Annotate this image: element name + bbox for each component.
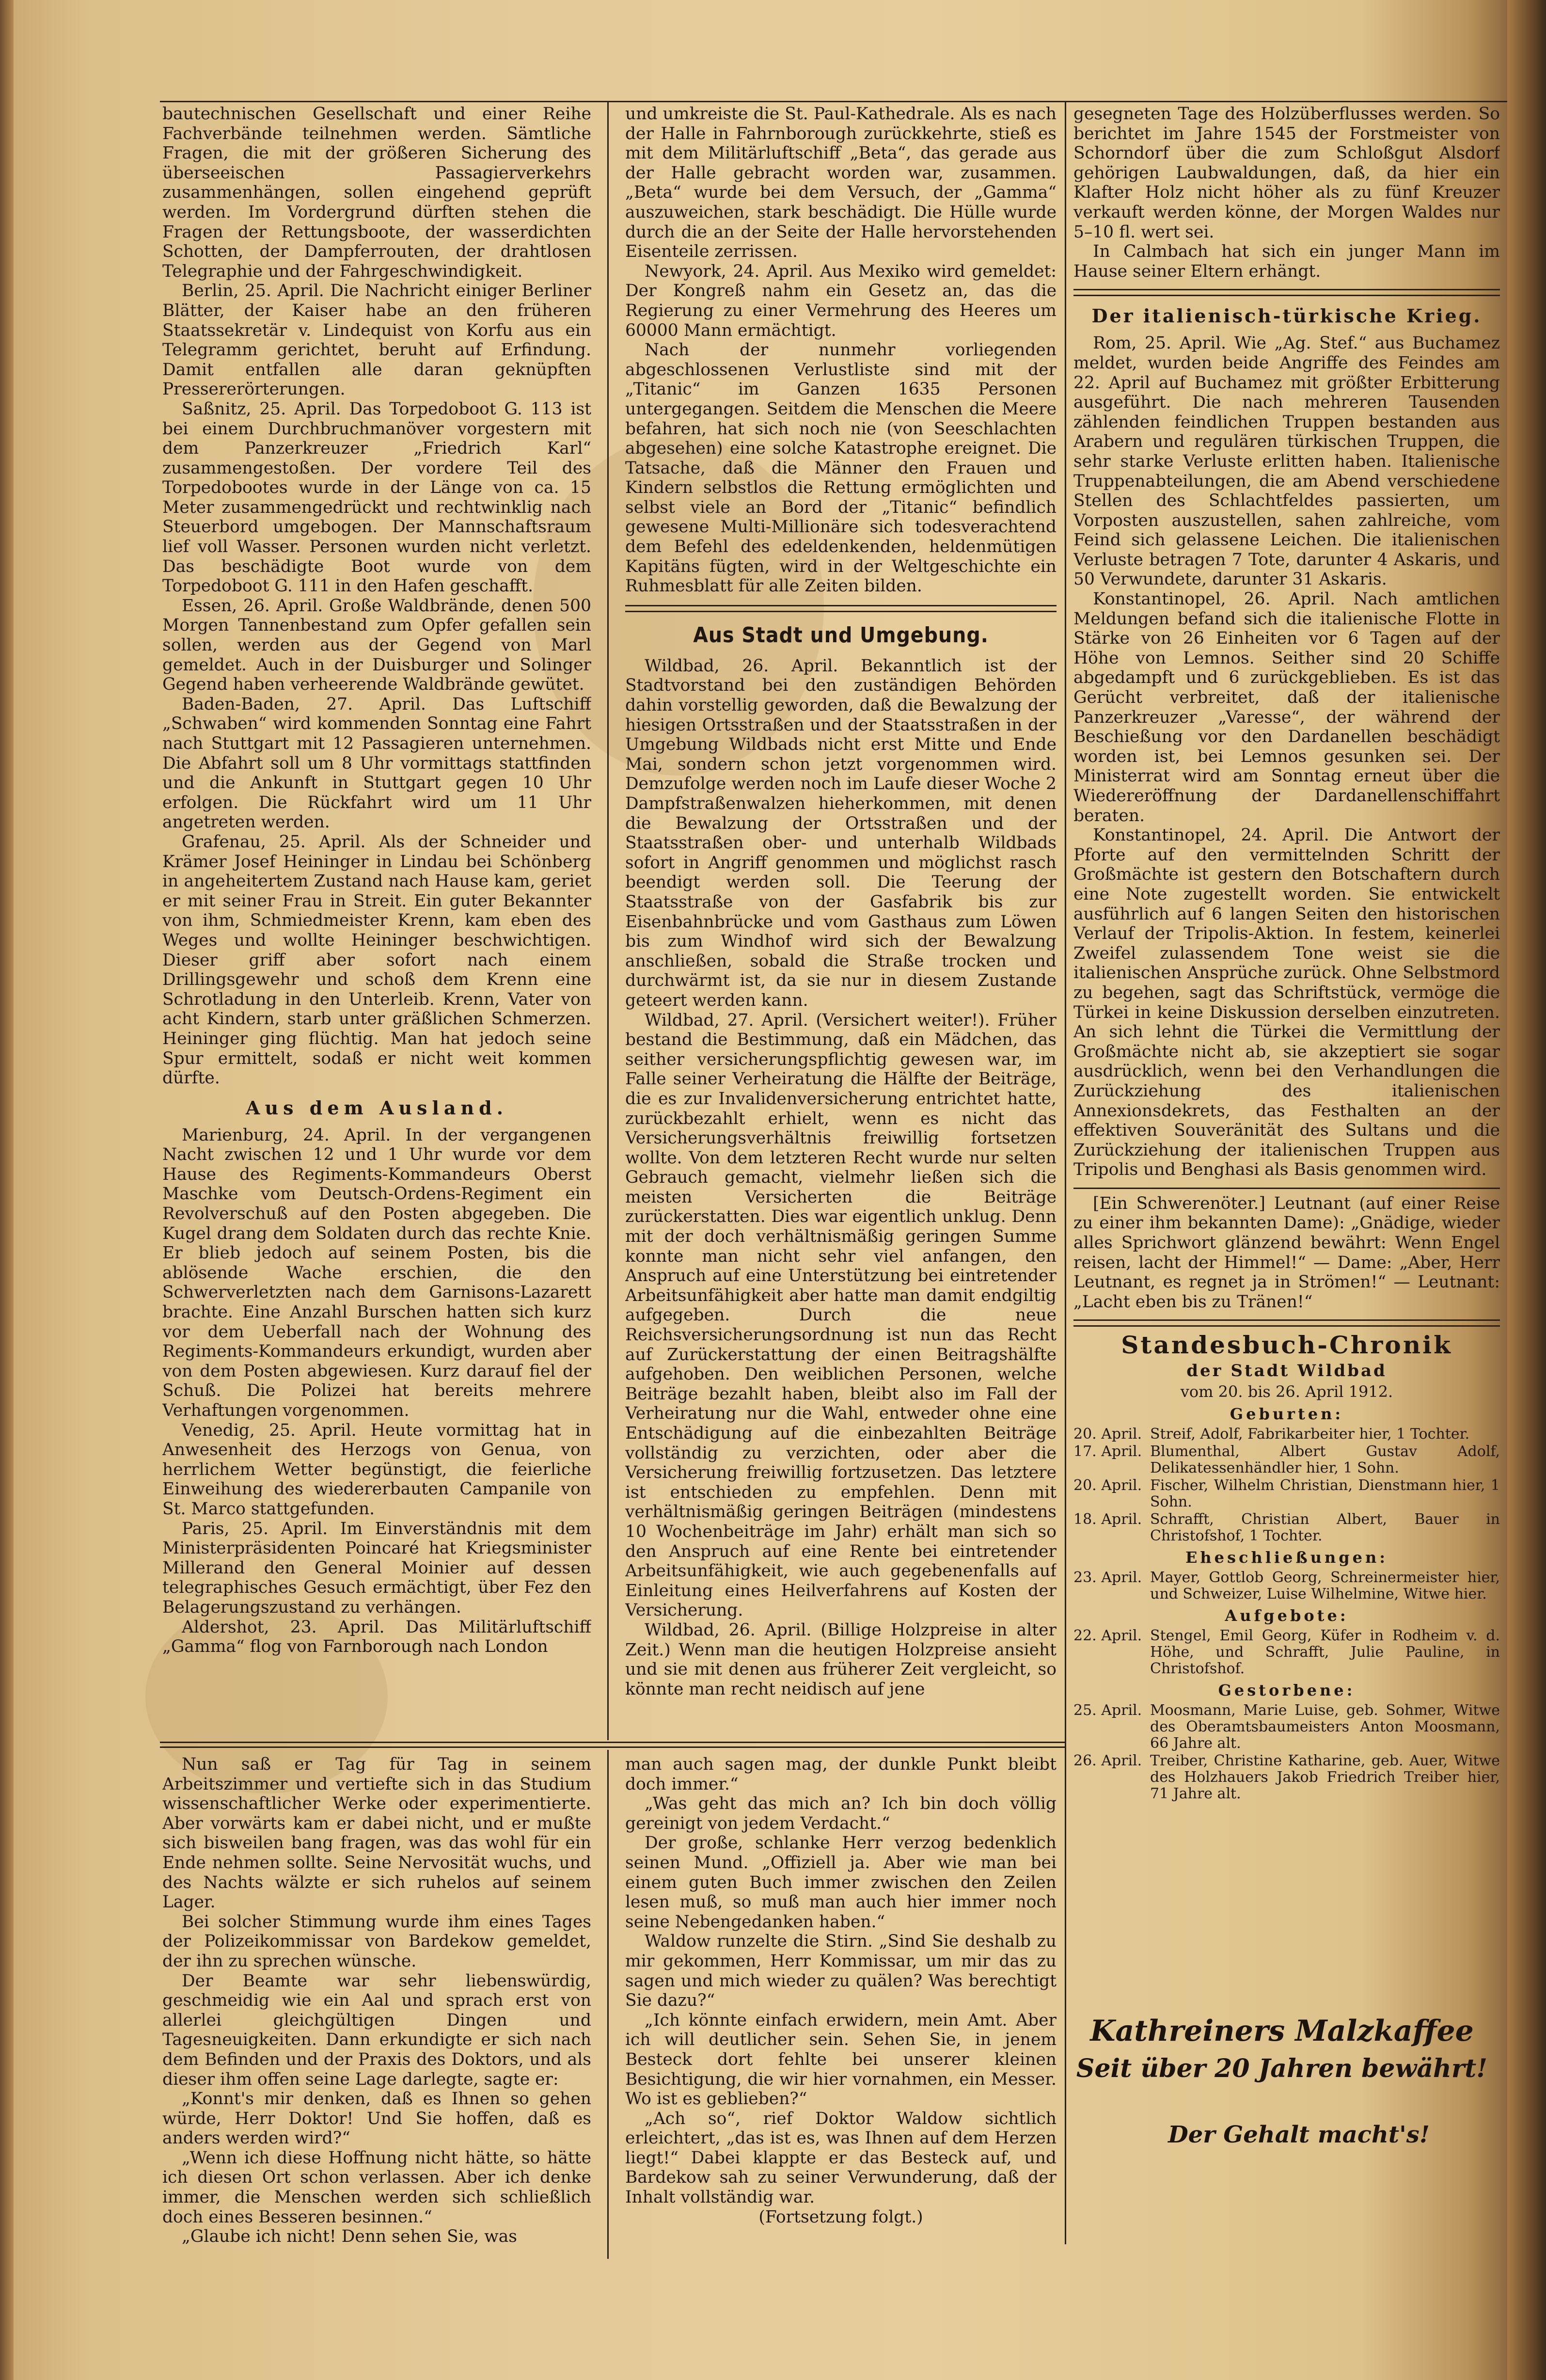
story-paragraph: man auch sagen mag, der dunkle Punkt bleibt doch immer.“ <box>625 1755 1057 1794</box>
story-paragraph: Der große, schlanke Herr verzog bedenklich seinen Mund. „Offiziell ja. Aber wie man bei einem guten Buch immer zwischen den Zeilen lesen muß, so muß man auch hier immer noch seine Nebengedanken haben.“ <box>625 1833 1057 1932</box>
chronik-entry <box>1073 1753 1500 1802</box>
feuilleton-rule <box>160 1742 1065 1743</box>
ad-handwriting-image <box>1071 2012 1493 2172</box>
story-paragraph: Bei solcher Stimmung wurde ihm eines Tages der Polizeikommissar von Bardekow gemeldet, der ihn zu sprechen wünsche. <box>162 1912 591 1971</box>
story-paragraph: „Glaube ich nicht! Denn sehen Sie, was <box>182 2227 518 2247</box>
article-paragraph: Wildbad, 26. April. Bekanntlich ist der Stadtvorstand bei den zuständigen Behörden dahin vorstellig geworden, daß die Bewalzung der hiesigen Ortsstraßen und der Staatsstraßen in der Umgebung Wildbads nicht erst Mitte und Ende Mai, sondern schon jetzt vorgenommen wird. Demzufolge werden noch im Laufe dieser Woche 2 Dampfstraßenwalzen hieherkommen, mit denen die Bewalzung der Ortsstraßen und der Staatsstraßen ober- und unterhalb Wildbads sofort in Angriff genommen und möglichst rasch beendigt werden soll. Die Teerung der Staatsstraße von der Gasfabrik bis zur Eisenbahnbrücke und vom Gasthaus zum Löwen bis zum Windhof wird sich der Bewalzung anschließen, sobald die Straße trocken und durchwärmt ist, da sie nur in diesem Zustande geteert werden kann. <box>625 656 1057 1010</box>
column-rule <box>607 1750 609 2259</box>
chronik-entry <box>1073 1628 1500 1677</box>
story-paragraph: Nun saß er Tag für Tag in seinem Arbeitszimmer und vertiefte sich in das Studium wissenschaftlicher Werke oder experimentierte. Aber vorwärts kam er dabei nicht, und er mußte sich bisweilen bang fragen, was das wohl für ein Ende nehmen sollte. Seine Nervosität wuchs, und des Nachts wälzte er sich ruhelos auf seinem Lager. <box>162 1755 591 1912</box>
article-paragraph: Baden-Baden, 27. April. Das Luftschiff „Schwaben“ wird kommenden Sonntag eine Fahrt nach Stuttgart mit 12 Passagieren unternehmen. Die Abfahrt soll um 8 Uhr vormittags stattfinden und die Ankunft in Stuttgart gegen 10 Uhr erfolgen. Die Rückfahrt wird um 11 Uhr angetreten werden. <box>162 694 591 832</box>
chronik-sections <box>1073 1405 1500 1802</box>
feuilleton-left <box>162 1755 591 2259</box>
chronik-entry-date: 23. April. <box>1073 1569 1142 1587</box>
section-rule <box>1073 1188 1500 1189</box>
chronik-section-title: Geburten: <box>1230 1405 1344 1424</box>
article-paragraph: Wildbad, 27. April. (Versichert weiter!). Früher bestand die Bestimmung, daß ein Mädchen, das seither versicherungspflichtig gewesen war, im Falle seiner Verheiratung die Hälfte der Beiträge, die es zur Invalidenversicherung entrichtet hatte, zurückbezahlt erhielt, wenn es nicht das Versicherungsverhältnis freiwillig fortsetzen wollte. Von dem letzteren Recht wurde nur selten Gebrauch gemacht, vielmehr ließen sich die meisten Versicherten die Beiträge zurückerstatten. Dies war eigentlich unklug. Denn mit der doch verhältnismäßig geringen Summe konnte man nicht sehr viel anfangen, den Anspruch auf eine Unterstützung bei eintretender Arbeitsunfähigkeit aber hatte man damit endgiltig aufgegeben. Durch die neue Reichsversicherungsordnung ist nun das Recht auf Zurückerstattung der einen Beitragshälfte aufgehoben. Den weiblichen Personen, welche Beiträge bezahlt haben, bleibt also im Fall der Verheiratung nur die Wahl, entweder ohne eine Entschädigung auf die einbezahlten Beiträge vollständig zu verzichten, oder aber die Versicherung freiwillig fortzusetzen. Das letztere ist entschieden zu empfehlen. Denn mit verhältnismäßig geringen Beiträgen (mindestens 10 Wochenbeiträge im Jahr) erhält man sich so den Anspruch auf eine Rente bei eintretender Arbeitsunfähigkeit, wie auch gegebenenfalls auf Einleitung eines Heilverfahrens auf Kosten der Versicherung. <box>625 1010 1057 1620</box>
column-3 <box>1073 104 1500 2092</box>
chronik-section-title: Gestorbene: <box>1218 1681 1356 1700</box>
chronik-entry-text: Moosmann, Marie Luise, geb. Sohmer, Witwe des Oberamtsbaumeisters Anton Moosmann, 66 Jahre alt. <box>1150 1702 1500 1752</box>
article-paragraph: Paris, 25. April. Im Einverständnis mit dem Ministerpräsidenten Poincaré hat Kriegsminister Millerand den General Moinier auf dessen telegraphisches Gesuch ermächtigt, über Fez den Belagerungszustand zu verhängen. <box>162 1519 591 1617</box>
chronik-entry-date: 18. April. <box>1073 1511 1142 1528</box>
chronik-entry <box>1073 1444 1500 1476</box>
section-heading-stadt: Aus Stadt und Umgebung. <box>693 622 989 648</box>
section-double-rule <box>1073 1319 1500 1327</box>
article-paragraph: In Calmbach hat sich ein junger Mann im Hause seiner Eltern erhängt. <box>1073 242 1500 281</box>
article-paragraph: Aldershot, 23. April. Das Militärluftschiff „Gamma“ flog von Farnborough nach London <box>162 1617 591 1657</box>
article-paragraph: Venedig, 25. April. Heute vormittag hat in Anwesenheit des Herzogs von Genua, von herrlichem Wetter begünstigt, die feierliche Einweihung des wiedererbauten Campanile von St. Marco stattgefunden. <box>162 1420 591 1519</box>
column-rule <box>1065 102 1066 2244</box>
continuation-note: (Fortsetzung folgt.) <box>758 2207 923 2227</box>
section-double-rule <box>625 605 1057 612</box>
chronik-entry-text: Fischer, Wilhelm Christian, Dienstmann hier, 1 Sohn. <box>1150 1477 1500 1511</box>
section-double-rule <box>1073 289 1500 296</box>
column-2 <box>625 104 1057 1738</box>
story-paragraph: „Was geht das mich an? Ich bin doch völlig gereinigt von jedem Verdacht.“ <box>625 1794 1057 1833</box>
chronik-date-range: vom 20. bis 26. April 1912. <box>1180 1382 1393 1401</box>
article-paragraph: und umkreiste die St. Paul-Kathedrale. Als es nach der Halle in Fahrnborough zurückkehrte, stieß es mit dem Militärluftschiff „Beta“, das gerade aus der Halle gebracht worden war, zusammen. „Beta“ wurde bei dem Versuch, der „Gamma“ auszuweichen, stark beschädigt. Die Hülle wurde durch die an der Seite der Halle hervorstehenden Eisenteile zerrissen. <box>625 104 1057 262</box>
chronik-entry <box>1073 1570 1500 1603</box>
article-paragraph: Grafenau, 25. April. Als der Schneider und Krämer Josef Heininger in Lindau bei Schönberg in angeheitertem Zustand nach Hause kam, geriet er mit seiner Frau in Streit. Ein guter Bekannter von ihm, Schmiedmeister Krenn, kam eben des Weges und wollte Heininger beschwichtigen. Dieser griff aber sofort nach einem Drillingsgewehr und schoß dem Krenn eine Schrotladung in den Unterleib. Krenn, Vater von acht Kindern, starb unter gräßlichen Schmerzen. Heininger ging flüchtig. Man hat jedoch seine Spur ermittelt, sodaß er nicht weit kommen dürfte. <box>162 832 591 1088</box>
advertisement <box>1071 2012 1493 2148</box>
chronik-entry <box>1073 1477 1500 1510</box>
ad-line-1: Kathreiners Malzkaffee <box>1090 2014 1474 2048</box>
chronik-entry-date: 17. April. <box>1073 1443 1142 1460</box>
article-paragraph: bautechnischen Gesellschaft und einer Reihe Fachverbände teilnehmen werden. Sämtliche Fragen, die mit der größeren Sicherung des überseeischen Passagierverkehrs zusammenhängen, sollen eingehend geprüft werden. Im Vordergrund dürften stehen die Fragen der Rettungsboote, der wasserdichten Schotten, der Dampferrouten, der drahtlosen Telegraphie und der Fahrgeschwindigkeit. <box>162 104 591 281</box>
story-paragraph: „Konnt's mir denken, daß es Ihnen so gehen würde, Herr Doktor! Und Sie hoffen, daß es anders werden wird?“ <box>162 2089 591 2148</box>
article-paragraph: Wildbad, 26. April. (Billige Holzpreise in alter Zeit.) Wenn man die heutigen Holzpreise ansieht und sie mit denen aus früherer Zeit vergleicht, so könnte man recht neidisch auf jene <box>625 1620 1057 1699</box>
chronik-entry-text: Blumenthal, Albert Gustav Adolf, Delikatessenhändler hier, 1 Sohn. <box>1150 1443 1500 1477</box>
chronik-entry-date: 25. April. <box>1073 1702 1142 1719</box>
story-paragraph: „Ich könnte einfach erwidern, mein Amt. Aber ich will deutlicher sein. Sehen Sie, in jenem Besteck dort fehlte bei unserer kleinen Besichtigung, die wir hier vornahmen, ein Messer. Wo ist es geblieben?“ <box>625 2010 1057 2109</box>
chronik-entry-text: Treiber, Christine Katharine, geb. Auer, Witwe des Holzhauers Jakob Friedrich Treiber hier, 71 Jahre alt. <box>1150 1752 1500 1803</box>
chronik-section-title: Aufgebote: <box>1225 1606 1349 1625</box>
chronik-entry-date: 20. April. <box>1073 1426 1142 1443</box>
chronik-entry-date: 26. April. <box>1073 1752 1142 1770</box>
story-paragraph: „Wenn ich diese Hoffnung nicht hätte, so hätte ich diesen Ort schon verlassen. Aber ich denke immer, die Menschen werden sich schließlich doch eines Besseren besinnen.“ <box>162 2148 591 2227</box>
story-paragraph: Der Beamte war sehr liebenswürdig, geschmeidig wie ein Aal und sprach erst von allerlei gleichgültigen Dingen und Tagesneuigkeiten. Dann erkundigte er sich nach dem Befinden und der Praxis des Doktors, und als dieser ihm offen seine Lage darlegte, sagte er: <box>162 1971 591 2089</box>
feuilleton-right <box>625 1755 1057 2259</box>
article-paragraph: Saßnitz, 25. April. Das Torpedoboot G. 113 ist bei einem Durchbruchmanöver vorgestern mit dem Panzerkreuzer „Friedrich Karl“ zusammengestoßen. Der vordere Teil des Torpedobootes wurde in der Länge von ca. 15 Meter zusammengedrückt und rechtwinklig nach Steuerbord umgebogen. Der Mannschaftsraum lief voll Wasser. Personen wurden nicht verletzt. Das beschädigte Boot wurde von dem Torpedoboot G. 111 in den Hafen geschafft. <box>162 399 591 596</box>
feuilleton-rule <box>160 1746 1065 1748</box>
column-rule <box>607 102 609 1740</box>
joke-paragraph: [Ein Schwerenöter.] Leutnant (auf einer Reise zu einer ihm bekannten Dame): „Gnädige, wieder alles Sprichwort glänzend bewährt: Wenn Engel reisen, lacht der Himmel!“ — Dame: „Aber, Herr Leutnant, es regnet ja in Strömen!“ — Leutnant: „Lacht eben bis zu Tränen!“ <box>1073 1193 1500 1312</box>
chronik-title: Standesbuch-Chronik <box>1121 1331 1452 1360</box>
column-1 <box>162 104 591 1738</box>
ad-line-2: Seit über 20 Jahren bewährt! <box>1076 2054 1488 2083</box>
ad-line-3: Der Gehalt macht's! <box>1168 2121 1430 2148</box>
chronik-entry-text: Stengel, Emil Georg, Küfer in Rodheim v. d. Höhe, und Schrafft, Julie Pauline, in Christofshof. <box>1150 1627 1500 1678</box>
chronik-subtitle: der Stadt Wildbad <box>1186 1361 1387 1381</box>
article-paragraph: Nach der nunmehr vorliegenden abgeschlossenen Verlustliste sind mit der „Titanic“ im Ganzen 1635 Personen untergegangen. Seitdem die Menschen die Meere befahren, hat sich noch nie (von Seeschlachten abgesehen) eine solche Katastrophe ereignet. Die Tatsache, daß die Männer den Frauen und Kindern selbstlos die Rettung ermöglichten und selbst viele an Bord der „Titanic“ befindlich gewesene Multi-Millionäre sich todesverachtend dem Befehl des edeldenkenden, heldenmütigen Kapitäns fügten, wird in der Weltgeschichte ein Ruhmesblatt für alle Zeiten bilden. <box>625 340 1057 596</box>
story-paragraph: „Ach so“, rief Doktor Waldow sichtlich erleichtert, „das ist es, was Ihnen auf dem Herzen liegt!“ Dabei klappte er das Besteck auf, und Bardekow sah zu seiner Verwunderung, daß der Inhalt vollständig war. <box>625 2109 1057 2207</box>
chronik-entry-date: 22. April. <box>1073 1627 1142 1645</box>
section-heading-krieg: Der italienisch-türkische Krieg. <box>1091 305 1482 327</box>
chronik-entry <box>1073 1511 1500 1544</box>
article-paragraph: Konstantinopel, 24. April. Die Antwort der Pforte auf den vermittelnden Schritt der Großmächte ist gestern den Botschaftern durch eine Note zugestellt worden. Sie entwickelt ausführlich auf 6 langen Seiten den historischen Verlauf der Tripolis-Aktion. In festem, keinerlei Zweifel zulassendem Tone weist sie die italienischen Ansprüche zurück. Ohne Selbstmord zu begehen, sagt das Schriftstück, vermöge die Türkei in keine Diskussion derselben einzutreten. An sich lehnt die Türkei die Vermittlung der Großmächte nicht ab, sie akzeptiert sie sogar ausdrücklich, wenn bei den Verhandlungen die Zurückziehung des italienischen Annexionsdekrets, das Festhalten an der effektiven Souveränität des Sultans und die Zurückziehung der italienischen Truppen aus Tripolis und Benghasi als Basis genommen wird. <box>1073 825 1500 1180</box>
story-paragraph: Waldow runzelte die Stirn. „Sind Sie deshalb zu mir gekommen, Herr Kommissar, um mir das zu sagen und mich wieder zu quälen? Was berechtigt Sie dazu?“ <box>625 1932 1057 2011</box>
page-right-edge <box>1507 0 1546 2380</box>
article-paragraph: Essen, 26. April. Große Waldbrände, denen 500 Morgen Tannenbestand zum Opfer gefallen sein sollen, werden aus der Gegend von Marl gemeldet. Auch in der Duisburger und Solinger Gegend haben verheerende Waldbrände gewütet. <box>162 596 591 695</box>
chronik-entry <box>1073 1426 1500 1443</box>
article-paragraph: Rom, 25. April. Wie „Ag. Stef.“ aus Buchamez meldet, wurden beide Angriffe des Feindes am 22. April auf Buchamez mit größter Erbitterung ausgeführt. Die nach mehreren Tausenden zählenden feindlichen Truppen bestanden aus Arabern und regulären türkischen Truppen, die sehr starke Verluste erlitten haben. Italienische Truppenabteilungen, die am Abend verschiedene Stellen des Schlachtfeldes passierten, um Vorposten auszustellen, sahen zahlreiche, vom Feind sich gelassene Leichen. Die italienischen Verluste betragen 7 Tote, darunter 4 Askaris, und 50 Verwundete, darunter 31 Askaris. <box>1073 333 1500 589</box>
article-paragraph: Konstantinopel, 26. April. Nach amtlichen Meldungen befand sich die italienische Flotte in Stärke von 26 Einheiten vor 6 Tagen auf der Höhe von Lemnos. Seither sind 20 Schiffe abgedampft und 6 zurückgeblieben. Es ist das Gerücht verbreitet, daß der italienische Panzerkreuzer „Varesse“, der während der Beschießung vor den Dardanellen beschädigt worden ist, bei Lemnos gesunken sei. Der Ministerrat wird am Sonntag erneut über die Wiedereröffnung der Dardanellenschiffahrt beraten. <box>1073 589 1500 825</box>
article-paragraph: Marienburg, 24. April. In der vergangenen Nacht zwischen 12 und 1 Uhr wurde vor dem Hause des Regiments-Kommandeurs Oberst Maschke vom Deutsch-Ordens-Regiment ein Revolverschuß auf den Posten abgegeben. Die Kugel drang dem Soldaten durch das rechte Knie. Er blieb jedoch auf seinem Posten, bis die ablösende Wache erschien, die den Schwerverletzten nach dem Garnisons-Lazarett brachte. Eine Anzahl Burschen hatten sich kurz vor dem Ueberfall nach der Wohnung des Regiments-Kommandeurs erkundigt, wurden aber von dem Posten abgewiesen. Kurz darauf fiel der Schuß. Die Polizei hat bereits mehrere Verhaftungen vorgenommen. <box>162 1125 591 1420</box>
chronik-entry-text: Mayer, Gottlob Georg, Schreinermeister hier, und Schweizer, Luise Wilhelmine, Witwe hier. <box>1150 1569 1500 1603</box>
section-heading-ausland: Aus dem Ausland. <box>246 1096 508 1119</box>
chronik-entry-text: Streif, Adolf, Fabrikarbeiter hier, 1 Tochter. <box>1150 1426 1470 1443</box>
chronik-section-title: Eheschließungen: <box>1185 1548 1388 1567</box>
standesbuch-chronik <box>1073 1331 1500 1802</box>
chronik-entry-text: Schrafft, Christian Albert, Bauer in Christofshof, 1 Tochter. <box>1150 1511 1500 1545</box>
article-paragraph: Newyork, 24. April. Aus Mexiko wird gemeldet: Der Kongreß nahm ein Gesetz an, das die Regierung zu einer Vermehrung des Heeres um 60000 Mann ermächtigt. <box>625 261 1057 340</box>
page-left-edge <box>0 0 14 2380</box>
chronik-entry <box>1073 1702 1500 1752</box>
top-rule <box>160 101 1512 102</box>
article-paragraph: Berlin, 25. April. Die Nachricht einiger Berliner Blätter, der Kaiser habe an den früheren Staatssekretär v. Lindequist von Korfu aus ein Telegramm gerichtet, beruht auf Erfindung. Damit entfallen alle daran geknüpften Pressererörterungen. <box>162 281 591 399</box>
article-paragraph: gesegneten Tage des Holzüberflusses werden. So berichtet im Jahre 1545 der Forstmeister von Schorndorf über die zum Schloßgut Alsdorf gehörigen Laubwaldungen, daß, da hier ein Klafter Holz nicht höher als zu fünf Kreuzer verkauft werden könne, der Morgen Waldes nur 5–10 fl. wert sei. <box>1073 104 1500 242</box>
chronik-entry-date: 20. April. <box>1073 1477 1142 1494</box>
